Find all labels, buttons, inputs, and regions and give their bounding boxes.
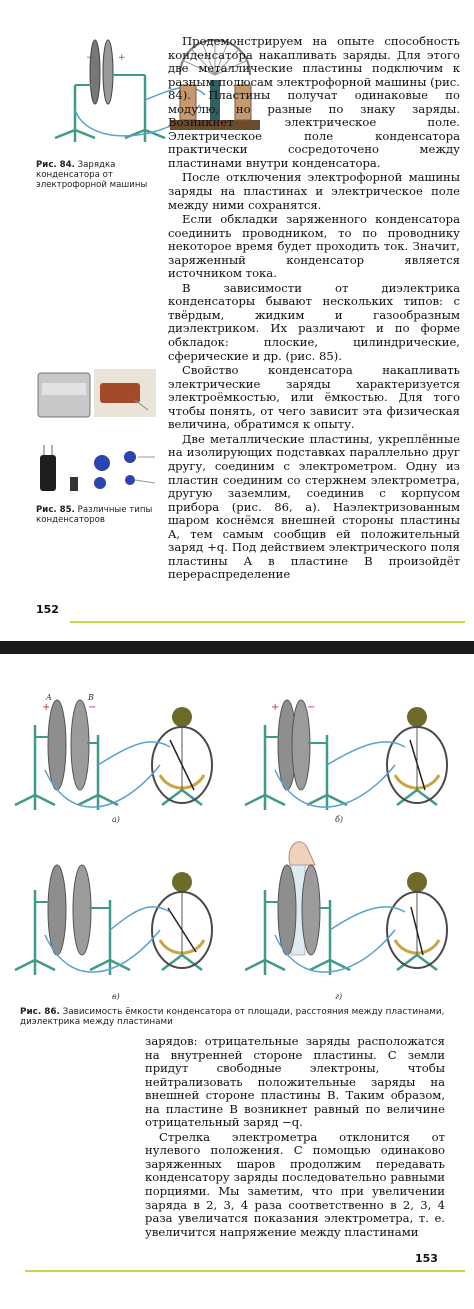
paragraph: В зависимости от диэлектрика конденсаторы бывают нескольких типов: с твёрдым, жидким и газообразным диэлектриком. Их различают и по форме обкладок: плоские, цилиндрические, сферические и др. (рис. 85). — [168, 280, 460, 363]
svg-text:+: + — [42, 702, 51, 713]
fig86-label: Рис. 86. — [20, 1007, 60, 1017]
svg-text:+: + — [271, 702, 280, 713]
paragraph: Если обкладки заряженного конденсатора соединить проводником, то по проводнику некоторое время будет проходить ток. Значит, заряженный конденсатор является источником тока. — [168, 212, 460, 281]
label-subfig-g: г) — [335, 992, 343, 1001]
fig86v-illustration — [10, 850, 220, 995]
paragraph: зарядов: отрицательные заряды расположатся на внутренней стороне пластины. С земли придут свободные электроны, чтобы нейтрализовать положительные заряды на внешней стороне пластины B. Таким образом, на пластине B возникнет равный по величине отрицательный заряд −q. — [145, 1034, 445, 1130]
page-rule — [70, 621, 465, 623]
page-rule — [25, 1270, 465, 1272]
page152-text — [168, 35, 460, 583]
fig86-caption — [20, 1007, 460, 1027]
label-plate-B: B — [88, 693, 94, 702]
label-subfig-b: б) — [335, 815, 344, 824]
label-subfig-a: а) — [112, 815, 120, 824]
paragraph: Продемонстрируем на опыте способность конденсатора накапливать заряды. Для этого две металлические пластины подключим к разным полюсам электрофорной машины (рис. 84). Пластины получат одинаковые по модулю, но разные по знаку заряды. Возникнет электрическое поле. Электрическое поле конденсатора практически сосредоточено между пластинами внутри конденсатора. — [168, 34, 460, 170]
fig85-caption — [36, 505, 161, 525]
svg-text:−: − — [307, 702, 316, 713]
fig86b-illustration — [245, 685, 455, 830]
fig86g-illustration — [245, 835, 455, 995]
page-number: 152 — [36, 603, 59, 616]
paragraph: После отключения электрофорной машины заряды на пластинах и электрическое поле между ними сохранятся. — [168, 170, 460, 212]
paragraph: Две металлические пластины, укреплённые на изолирующих подставках параллельно друг другу, соединим с электрометром. Одну из пластин соединим со стержнем электрометра, другую заземлим, соединив с корпусом прибора (рис. 86, а). Наэлектризованным шаром коснёмся внешней стороны пластины A, тем самым сообщив ей положительный заряд +q. Под действием электрического поля пластины A в пластине B произойдёт перераспределение — [168, 431, 460, 582]
fig85-illustration — [30, 365, 165, 500]
page153-text — [145, 1035, 445, 1240]
page-separator — [0, 641, 474, 654]
page-number: 153 — [415, 1252, 438, 1265]
fig84-label: Рис. 84. — [36, 160, 75, 170]
label-subfig-v: в) — [112, 992, 120, 1001]
fig84-text: Зарядка конденсатора от электрофорной машины — [36, 160, 148, 190]
fig84-caption — [36, 160, 161, 190]
fig86a-illustration — [10, 685, 220, 830]
fig85-label: Рис. 85. — [36, 505, 75, 515]
svg-text:−: − — [88, 702, 97, 713]
svg-text:−: − — [86, 53, 94, 63]
page-153 — [0, 655, 474, 1309]
svg-text:+: + — [118, 53, 126, 63]
page-152 — [0, 0, 474, 640]
fig85-text: Различные типы конденсаторов — [36, 505, 153, 525]
fig86-text: Зависимость ёмкости конденсатора от площади, расстояния между пластинами, диэлектрика между пластинами — [20, 1007, 445, 1027]
paragraph: Свойство конденсатора накапливать электрические заряды характеризуется электроёмкостью, или ёмкостью. Для того чтобы понять, от чего зависит эта физическая величина, обратимся к опыту. — [168, 363, 460, 432]
paragraph: Стрелка электрометра отклонится от нулевого положения. С помощью одинаково заряженных шаров продолжим передавать конденсатору заряды последовательно равными порциями. Мы заметим, что при увеличении заряда в 2, 3, 4 раза соответственно в 2, 3, 4 раза увеличатся показания электрометра, т. е. увеличится напряжение между пластинами — [145, 1129, 445, 1239]
label-plate-A: A — [46, 693, 52, 702]
